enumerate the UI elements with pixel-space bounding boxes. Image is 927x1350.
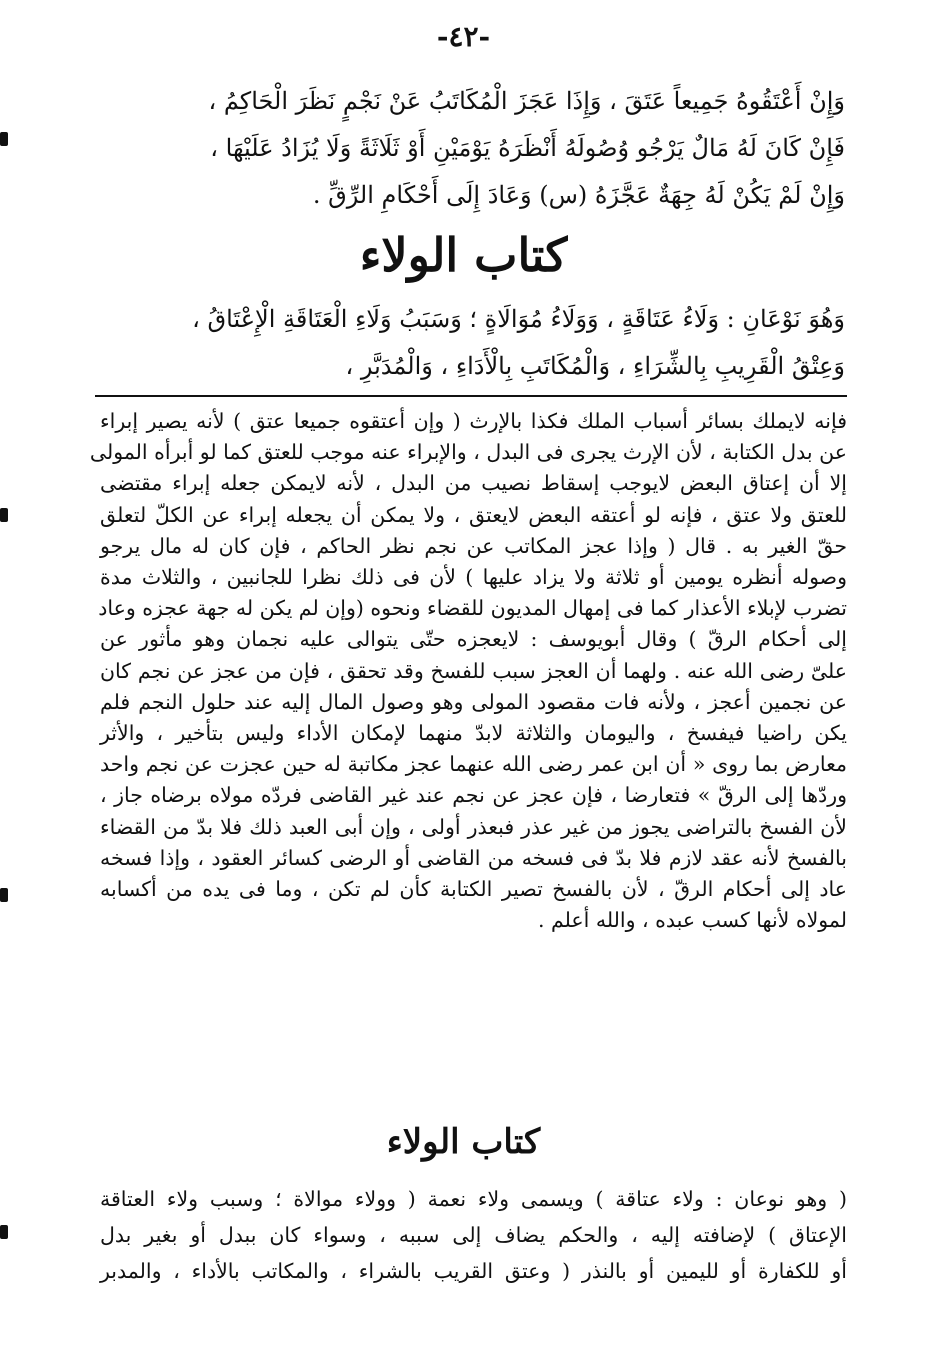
commentary-line: فإنه لايملك بسائر أسباب الملك فكذا بالإرث ( وإن أعتقوه جميعا عتق ) لأنه يصير إبراء <box>100 409 847 433</box>
matn-line: وَهُوَ نَوْعَانِ : وَلَاءُ عَتَاقَةٍ ، وَوَلَاءُ مُوَالَاةٍ ؛ وَسَبَبُ وَلَاءِ الْعَتَاقَةِ الْإِعْتَاقُ ، <box>192 305 845 333</box>
commentary-line: لأن الفسخ بالتراضى يجوز من غير عذر فبعذر أولى ، وإن أبى العبد ذلك فلا بدّ من القضاء <box>100 814 847 839</box>
commentary-line: وردّها إلى الرقّ » فتعارضا ، فإن عجز عن نجم عند غير القاضى فردّه مولاه برضاه جاز ، <box>100 783 847 808</box>
commentary-line: إلا أن إعتاق البعض لايوجب إسقاط نصيب من البدل ، لأنه لايمكن جعله إبراء مقتضى <box>100 471 847 496</box>
commentary-line: عن بدل الكتابة ، لأن الإرث يجرى فى البدل ، والإبراء عنه موجب للعتق كما لو أبرأه المولى <box>89 440 847 465</box>
section-title: كتاب الولاء <box>386 1122 541 1162</box>
commentary-line: وصوله أنظره يومين أو ثلاثة ولا يزاد عليها ) لأن فى ذلك نظرا للجانبين ، والثلاث مدة <box>100 565 847 590</box>
commentary-line: بالفسخ لأنه عقد لازم فلا بدّ فى فسخه من القاضى أو الرضى كسائر العقود ، وإذا فسخه <box>100 845 847 870</box>
chapter-title: كتاب الولاء <box>359 228 568 282</box>
commentary-line: لمولاه لأنها كسب عبده ، والله أعلم . <box>537 908 847 933</box>
matn-line: وَإِنْ أَعْتَقُوهُ جَمِيعاً عَتَقَ ، وَإِذَا عَجَزَ الْمُكَاتَبُ عَنْ نَجْمٍ نَظَرَ الْحَاكِمُ ، <box>208 87 845 115</box>
commentary-text <box>89 406 847 936</box>
commentary-line: الإعتاق ) لإضافته إليه ، والحكم يضاف إلى سببه ، وسواء كان ببدل أو بغير بدل <box>100 1223 847 1247</box>
margin-mark <box>0 132 8 146</box>
matn-line: وَإِنْ لَمْ يَكُنْ لَهُ جِهَةٌ عَجَّزَهُ (س) وَعَادَ إِلَى أَحْكَامِ الرِّقِّ . <box>312 181 845 209</box>
separator-rule <box>95 395 847 397</box>
commentary-line: أو للكفارة أو لليمين أو بالنذر ( وعتق القريب بالشراء ، والمكاتب بالأداء ، والمدبر <box>100 1259 847 1283</box>
margin-mark <box>0 888 8 902</box>
commentary-line: حقّ الغير به . قال ( وإذا عجز المكاتب عن نجم نظر الحاكم ، فإن كان له مال يرجو <box>100 533 847 558</box>
commentary-line: ( وهو نوعان : ولاء عتاقة ) ويسمى ولاء نعمة ( وولاء موالاة ؛ وسبب ولاء العتاقة <box>100 1187 847 1211</box>
commentary-line: عاد إلى أحكام الرقّ ، لأن بالفسخ تصير الكتابة كأن لم تكن ، وما فى يده من أكسابه <box>100 877 847 902</box>
commentary-line: عن نجمين أعجز ، ولأنه فات مقصود المولى وهو وصول المال إليه عند حلول النجم فلم <box>100 689 847 714</box>
margin-mark <box>0 508 8 522</box>
commentary-line: معارض بما روى « أن ابن عمر رضى الله عنهما عجز مكاتبة له حين عجزت عن نجم واحد <box>100 752 847 777</box>
commentary-line: علىّ رضى الله عنه . ولهما أن العجز سبب للفسخ وقد تحقق ، فإن من عجز عن نجم كان <box>100 658 847 683</box>
margin-mark <box>0 1225 8 1239</box>
commentary-line: تضرب لإبلاء الأعذار كما فى إمهال المديون للقضاء ونحوه (وإن لم يكن له جهة عجزه وعاد <box>98 596 847 621</box>
page-number: -٤٢- <box>436 20 491 53</box>
matn-line: وَعِتْقُ الْقَرِيبِ بِالشِّرَاءِ ، وَالْمُكَاتَبِ بِالْأَدَاءِ ، وَالْمُدَبَّرِ ، <box>345 352 845 380</box>
matn-text-wala <box>100 296 845 390</box>
commentary-line: للعتق ولا عتق ، فإنه لو أعتقه البعض لايعتق ، ولا يمكن أن يجعله إبراء عن الكلّ لتعلق <box>100 502 847 527</box>
matn-line: فَإِنْ كَانَ لَهُ مَالٌ يَرْجُو وُصُولَهُ أَنْظَرَهُ يَوْمَيْنِ أَوْ ثَلَاثَةً وَلَا يُزَادُ عَلَيْهَا ، <box>210 134 845 162</box>
commentary-line: إلى أحكام الرقّ ) وقال أبويوسف : لايعجزه حتّى يتوالى عليه نجمان وهو مأثور عن <box>100 627 847 652</box>
commentary-line: يكن راضيا فيفسخ ، واليومان والثلاثة لابدّ منهما لإمكان الأداء وليس بتأخير ، والأثر <box>100 721 847 746</box>
commentary-text-wala <box>100 1181 847 1289</box>
matn-text-top <box>100 78 845 219</box>
